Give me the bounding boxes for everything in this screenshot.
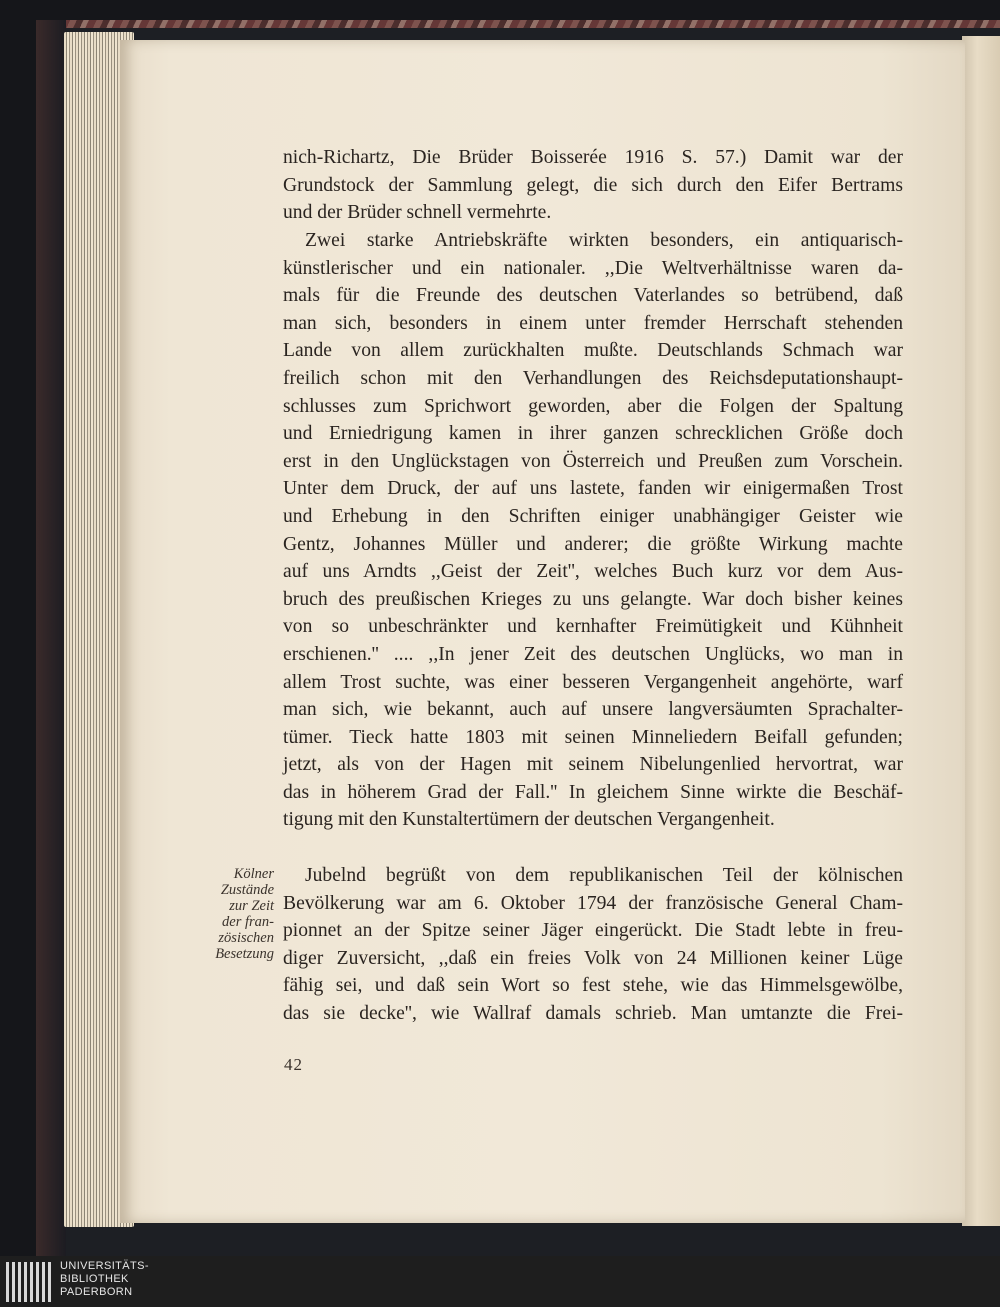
text-line: Grundstock der Sammlung gelegt, die sich durch den Eifer Bertrams	[283, 174, 903, 196]
text-line: bruch des preußischen Krieges zu uns gelangte. War doch bisher keines	[283, 588, 903, 610]
margin-note	[178, 866, 274, 962]
text-line: das sie decke'', wie Wallraf damals schrieb. Man umtanzte die Frei-	[283, 1002, 903, 1024]
text-line: und Erhebung in den Schriften einiger unabhängiger Geister wie	[283, 505, 903, 527]
margin-note-line: Zustände	[220, 882, 274, 898]
text-line: Unter dem Druck, der auf uns lastete, fanden wir einigermaßen Trost	[283, 478, 903, 500]
margin-note-line: zur Zeit	[229, 898, 274, 914]
paragraph-3	[283, 862, 903, 1028]
text-line: pionnet an der Spitze seiner Jäger eingerückt. Die Stadt lebte in freu-	[283, 920, 903, 942]
library-name-line: UNIVERSITÄTS-	[60, 1260, 149, 1272]
library-footer	[0, 1256, 1000, 1307]
text-line: von so unbeschränkter und kernhafter Freimütigkeit und Kühnheit	[283, 616, 903, 638]
text-line: künstlerischer und ein nationaler. ,,Die Weltverhältnisse waren da-	[283, 257, 903, 279]
text-line: und Erniedrigung kamen in ihrer ganzen schrecklichen Größe doch	[283, 423, 903, 445]
right-page-edge	[962, 36, 1000, 1226]
text-line: Bevölkerung war am 6. Oktober 1794 der französische General Cham-	[283, 892, 903, 914]
text-line: fähig sei, und daß sein Wort so fest stehe, wie das Himmelsgewölbe,	[283, 975, 903, 997]
library-name	[60, 1260, 149, 1299]
text-line: Zwei starke Antriebskräfte wirkten besonders, ein antiquarisch-	[305, 230, 903, 251]
text-line: Gentz, Johannes Müller und anderer; die größte Wirkung machte	[283, 533, 903, 555]
text-line: mals für die Freunde des deutschen Vaterlandes so betrübend, daß	[283, 285, 903, 307]
text-line: tümer. Tieck hatte 1803 mit seinen Minneliedern Beifall gefunden;	[283, 726, 903, 748]
text-line: man sich, besonders in einem unter fremder Herrschaft stehenden	[283, 312, 903, 334]
paragraph-1	[283, 144, 903, 227]
library-name-line: PADERBORN	[60, 1286, 133, 1298]
text-line: nich-Richartz, Die Brüder Boisserée 1916 S. 57.) Damit war der	[283, 147, 903, 168]
text-line: und der Brüder schnell vermehrte.	[283, 202, 552, 224]
margin-note-line: Kölner	[233, 866, 274, 882]
text-line: auf uns Arndts ,,Geist der Zeit'', welches Buch kurz vor dem Aus-	[283, 561, 903, 583]
text-line: Lande von allem zurückhalten mußte. Deutschlands Schmach war	[283, 340, 903, 362]
paragraph-2	[283, 227, 903, 834]
page-number: 42	[284, 1055, 303, 1074]
text-line: allem Trost suchte, was einer besseren Vergangenheit angehörte, warf	[283, 671, 903, 693]
text-line: man sich, wie bekannt, auch auf unsere langversäumten Sprachalter-	[283, 699, 903, 721]
text-line: freilich schon mit den Verhandlungen des Reichsdeputationshaupt-	[283, 367, 903, 389]
text-line: das in höherem Grad der Fall.'' In gleichem Sinne wirkte die Beschäf-	[283, 781, 903, 803]
library-name-line: BIBLIOTHEK	[60, 1273, 129, 1285]
margin-note-line: der fran-	[222, 914, 274, 930]
text-line: Jubelnd begrüßt von dem republikanischen Teil der kölnischen	[305, 865, 903, 886]
text-line: schlusses zum Sprichwort geworden, aber die Folgen der Spaltung	[283, 395, 903, 417]
margin-note-line: zösischen	[218, 930, 274, 946]
text-line: diger Zuversicht, ,,daß ein freies Volk von 24 Millionen keiner Lüge	[283, 947, 903, 969]
text-line: erschienen.'' .... ,,In jener Zeit des deutschen Unglücks, wo man in	[283, 643, 903, 665]
text-line: tigung mit den Kunstaltertümern der deutschen Vergangenheit.	[283, 809, 775, 831]
text-line: erst in den Unglückstagen von Österreich und Preußen zum Vorschein.	[283, 450, 903, 472]
text-line: jetzt, als von der Hagen mit seinem Nibelungenlied hervortrat, war	[283, 754, 903, 776]
library-logo-icon	[6, 1262, 54, 1302]
margin-note-line: Besetzung	[215, 946, 274, 962]
spine-shadow	[36, 20, 66, 1256]
